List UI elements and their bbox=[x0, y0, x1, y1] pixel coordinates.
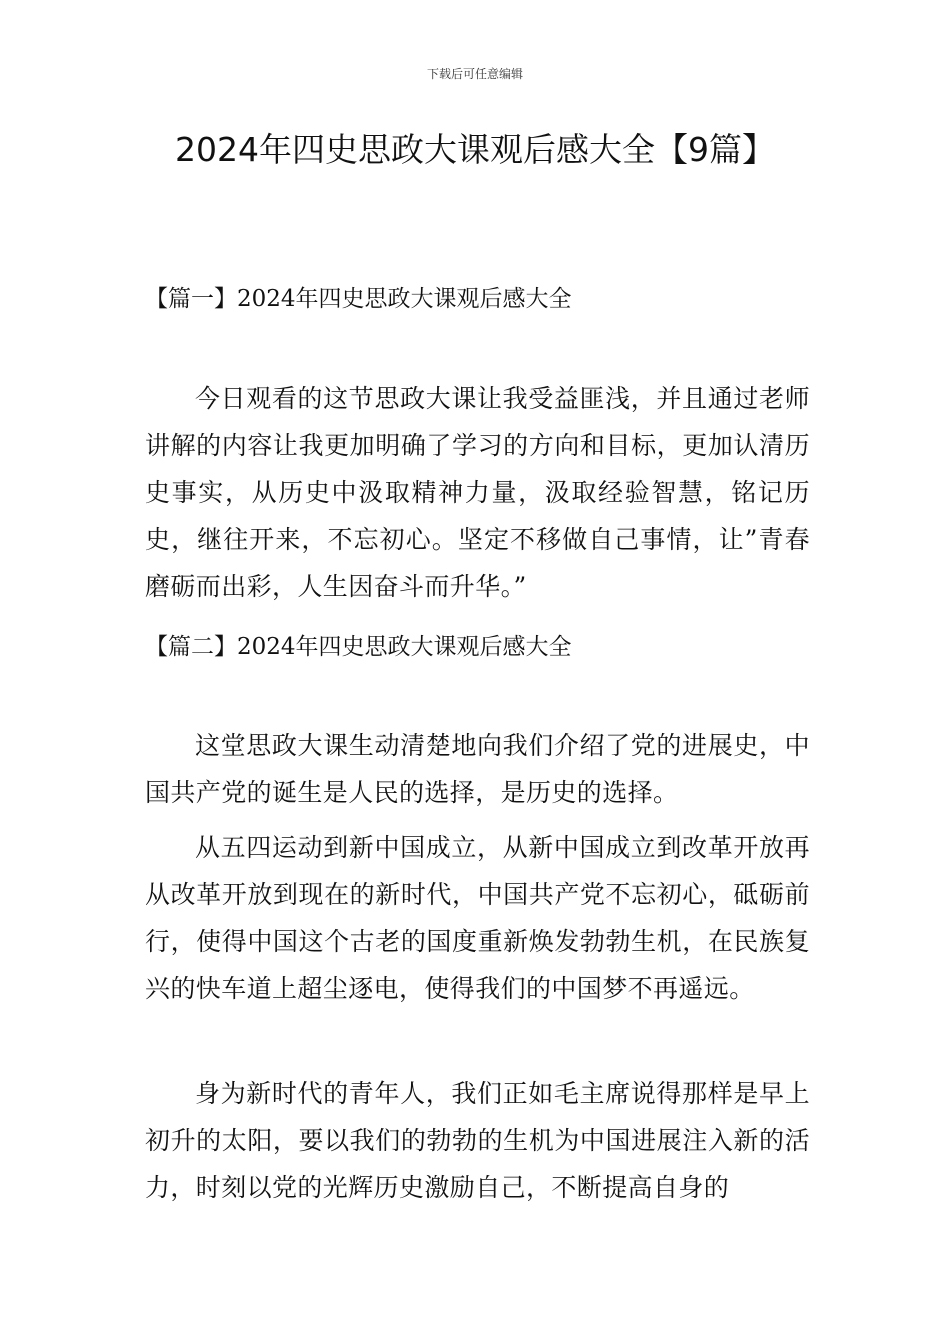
section-2-paragraph-1: 这堂思政大课生动清楚地向我们介绍了党的进展史，中国共产党的诞生是人民的选择，是历史的选择。 bbox=[145, 731, 810, 807]
section-heading-2: 【篇二】2024年四史思政大课观后感大全 bbox=[145, 634, 572, 660]
section-2-paragraph-2: 从五四运动到新中国成立，从新中国成立到改革开放再从改革开放到现在的新时代，中国共产党不忘初心，砥砺前行，使得中国这个古老的国度重新焕发勃勃生机，在民族复兴的快车道上超尘逐电，使得我们的中国梦不再遥远。 bbox=[145, 833, 810, 1003]
section-heading-1: 【篇一】2024年四史思政大课观后感大全 bbox=[145, 286, 572, 312]
section-1-paragraph-1: 今日观看的这节思政大课让我受益匪浅，并且通过老师讲解的内容让我更加明确了学习的方向和目标，更加认清历史事实，从历史中汲取精神力量，汲取经验智慧，铭记历史，继往开来，不忘初心。坚定不移做自己事情，让”青春磨砺而出彩，人生因奋斗而升华。” bbox=[145, 384, 810, 601]
document-title: 2024年四史思政大课观后感大全【9篇】 bbox=[175, 130, 775, 169]
header-note: 下载后可任意编辑 bbox=[426, 67, 523, 81]
section-2-paragraph-3: 身为新时代的青年人，我们正如毛主席说得那样是早上初升的太阳，要以我们的勃勃的生机为中国进展注入新的活力，时刻以党的光辉历史激励自己，不断提高自身的 bbox=[145, 1079, 810, 1202]
